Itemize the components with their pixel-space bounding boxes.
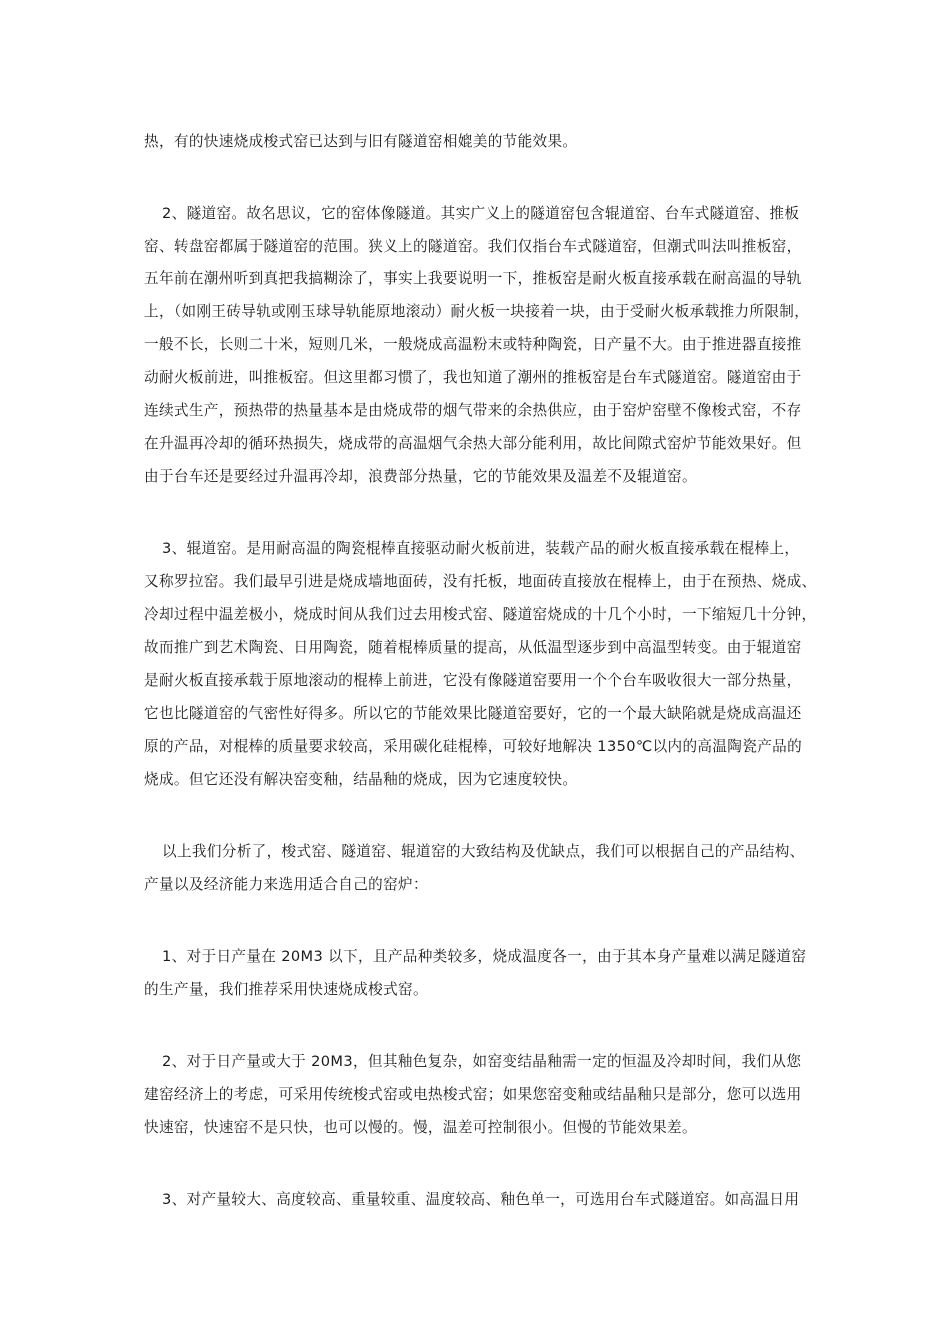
text-line: 热，有的快速烧成梭式窑已达到与旧有隧道窑相媲美的节能效果。 [144, 133, 578, 150]
text-line: 它也比隧道窑的气密性好得多。所以它的节能效果比隧道窑要好，它的一个最大缺陷就是烧成高温还 [144, 705, 802, 722]
text-line: 2、隧道窑。故名思议，它的窑体像隧道。其实广义上的隧道窑包含辊道窑、台车式隧道窑、推板 [162, 205, 800, 222]
text-line: 由于台车还是要经过升温再冷却，浪费部分热量，它的节能效果及温差不及辊道窑。 [144, 468, 697, 485]
text-line: 2、对于日产量或大于 20M3，但其釉色复杂，如窑变结晶釉需一定的恒温及冷却时间，我们从您 [162, 1053, 802, 1070]
text-line: 是耐火板直接承载于原地滚动的棍棒上前进，它没有像隧道窑要用一个个台车吸收很大一部分热量， [144, 672, 802, 689]
text-line: 烧成。但它还没有解决窑变釉，结晶釉的烧成，因为它速度较快。 [144, 771, 578, 788]
text-line: 五年前在潮州听到真把我搞糊涂了，事实上我要说明一下，推板窑是耐火板直接承载在耐高温的导轨 [144, 270, 802, 287]
text-line: 产量以及经济能力来选用适合自己的窑炉： [144, 876, 428, 893]
text-line: 快速窑，快速窑不是只快，也可以慢的。慢，温差可控制很小。但慢的节能效果差。 [144, 1119, 697, 1136]
text-line: 以上我们分析了，梭式窑、隧道窑、辊道窑的大致结构及优缺点，我们可以根据自己的产品结构、 [162, 843, 805, 860]
text-line: 原的产品，对棍棒的质量要求较高，采用碳化硅棍棒，可较好地解决 1350℃以内的高温陶瓷产品的 [144, 738, 803, 755]
text-line: 的生产量，我们推荐采用快速烧成梭式窑。 [144, 981, 428, 998]
text-line: 1、对于日产量在 20M3 以下，且产品种类较多，烧成温度各一，由于其本身产量难以满足隧道窑 [162, 948, 807, 965]
text-line: 故而推广到艺术陶瓷、日用陶瓷，随着棍棒质量的提高，从低温型逐步到中高温型转变。由于辊道窑 [144, 639, 802, 656]
text-line: 冷却过程中温差极小，烧成时间从我们过去用梭式窑、隧道窑烧成的十几个小时，一下缩短几十分钟， [144, 606, 817, 623]
text-line: 又称罗拉窑。我们最早引进是烧成墙地面砖，没有托板，地面砖直接放在棍棒上，由于在预热、烧成、 [144, 573, 817, 590]
text-line: 在升温再冷却的循环热损失，烧成带的高温烟气余热大部分能利用，故比间隙式窑炉节能效果好。但 [144, 435, 802, 452]
text-line: 上，（如刚王砖导轨或刚玉球导轨能原地滚动）耐火板一块接着一块，由于受耐火板承载推力所限制， [144, 303, 810, 320]
text-line: 3、辊道窑。是用耐高温的陶瓷棍棒直接驱动耐火板前进，装载产品的耐火板直接承载在棍棒上， [162, 540, 800, 557]
text-line: 动耐火板前进，叫推板窑。但这里都习惯了，我也知道了潮州的推板窑是台车式隧道窑。隧道窑由于 [144, 369, 802, 386]
text-line: 一般不长，长则二十米，短则几米，一般烧成高温粉末或特种陶瓷，日产量不大。由于推进器直接推 [144, 336, 802, 353]
text-line: 建窑经济上的考虑，可采用传统梭式窑或电热梭式窑；如果您窑变釉或结晶釉只是部分，您可以选用 [144, 1086, 802, 1103]
text-line: 窑、转盘窑都属于隧道窑的范围。狭义上的隧道窑。我们仅指台车式隧道窑，但潮式叫法叫推板窑， [144, 238, 802, 255]
text-line: 3、对产量较大、高度较高、重量较重、温度较高、釉色单一，可选用台车式隧道窑。如高温日用 [162, 1191, 800, 1208]
text-line: 连续式生产，预热带的热量基本是由烧成带的烟气带来的余热供应，由于窑炉窑壁不像梭式窑，不存 [144, 402, 802, 419]
